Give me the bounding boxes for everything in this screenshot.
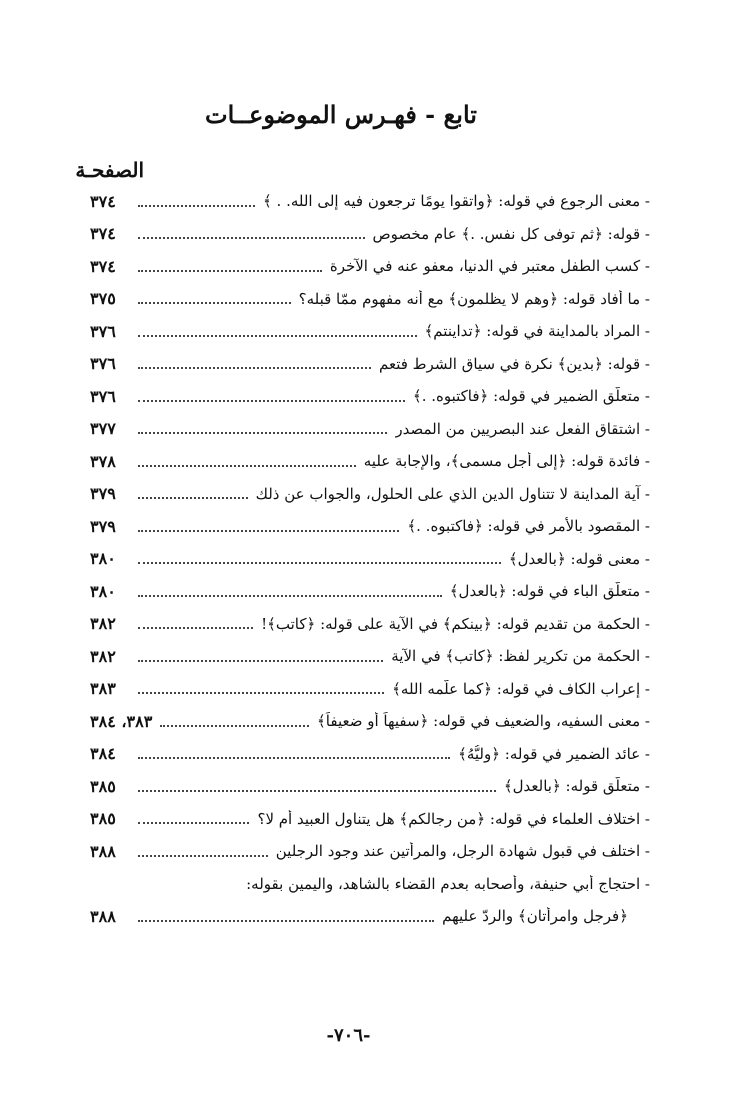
leader-dots <box>138 529 399 532</box>
index-entry <box>90 673 650 706</box>
leader-dots <box>138 919 434 922</box>
index-entry <box>90 283 650 316</box>
leader-dots <box>138 334 417 337</box>
leader-dots <box>138 821 249 824</box>
index-entry <box>90 250 650 283</box>
index-entry <box>90 218 650 251</box>
entry-page-number: ٣٨٢ <box>90 614 116 634</box>
entry-page-number: ٣٨٣ <box>90 679 116 699</box>
entry-text: - آية المداينة لا تتناول الدين الذي على الحلول، والجواب عن ذلك <box>255 484 650 503</box>
index-entry <box>90 575 650 608</box>
entry-page-number: ٣٧٤ <box>90 256 116 276</box>
index-entry <box>90 413 650 446</box>
leader-dots <box>138 301 291 304</box>
index-entry <box>90 608 650 641</box>
leader-dots <box>138 236 365 239</box>
entry-page-number: ٣٨٠ <box>90 581 116 601</box>
index-entry <box>90 640 650 673</box>
entry-text: - اشتقاق الفعل عند البصريين من المصدر <box>395 419 650 438</box>
index-entry <box>90 738 650 771</box>
index-entry <box>90 510 650 543</box>
entry-page-number: ٣٧٩ <box>90 516 116 536</box>
entry-page-number: ٣٨٥ <box>90 809 116 829</box>
entry-page-number: ٣٨٠ <box>90 549 116 569</box>
entry-text: - معنى قوله: ﴿بالعدل﴾ <box>508 549 650 568</box>
entry-text: - ما أفاد قوله: ﴿وهم لا يظلمون﴾ مع أنه مفهوم ممّا قبله؟ <box>298 289 650 308</box>
leader-dots <box>138 366 371 369</box>
entry-page-number: ٣٧٧ <box>90 419 116 439</box>
leader-dots <box>138 269 322 272</box>
index-entry <box>90 478 650 511</box>
entry-page-number: ٣٧٥ <box>90 289 116 309</box>
entry-text: - متعلّق قوله: ﴿بالعدل﴾ <box>503 777 650 796</box>
index-entry <box>90 705 650 738</box>
entry-text: - فائدة قوله: ﴿إلى أجل مسمى﴾، والإجابة عليه <box>363 452 650 471</box>
entry-text: - إعراب الكاف في قوله: ﴿كما علّمه الله﴾ <box>392 679 650 698</box>
entry-text: - قوله: ﴿ثم توفى كل نفس. .﴾ عام مخصوص <box>372 224 650 243</box>
entry-page-number: ٣٧٩ <box>90 484 116 504</box>
index-entry <box>90 348 650 381</box>
entry-text: - احتجاج أبي حنيفة، وأصحابه بعدم القضاء بالشاهد، واليمين بقوله: <box>246 874 650 893</box>
entry-text: - المقصود بالأمر في قوله: ﴿فاكتبوه. .﴾ <box>407 517 650 536</box>
leader-dots <box>138 431 387 434</box>
index-entry <box>90 543 650 576</box>
entry-page-number: ٣٨٢ <box>90 646 116 666</box>
entry-page-number: ٣٨٤ <box>90 744 116 764</box>
index-entry <box>90 380 650 413</box>
leader-dots <box>138 464 356 467</box>
entry-text: - قوله: ﴿بدين﴾ نكرة في سياق الشرط فتعم <box>378 354 650 373</box>
entry-page-number: ٣٨٨ <box>90 906 116 926</box>
leader-dots <box>160 724 309 727</box>
entry-page-number: ٣٨٥ <box>90 776 116 796</box>
entry-text: ﴿فرجل وامرأتان﴾ والردّ عليهم <box>442 907 628 926</box>
entry-page-number: ٣٧٦ <box>90 386 116 406</box>
leader-dots <box>138 204 255 207</box>
entry-text: - متعلّق الباء في قوله: ﴿بالعدل﴾ <box>449 582 650 601</box>
entry-text: - الحكمة من تقديم قوله: ﴿بينكم﴾ في الآية على قوله: ﴿كاتب﴾! <box>261 614 650 633</box>
leader-dots <box>138 789 496 792</box>
entry-text: - اختلاف العلماء في قوله: ﴿من رجالكم﴾ هل يتناول العبيد أم لا؟ <box>257 809 650 828</box>
index-entry <box>90 445 650 478</box>
index-entry <box>90 900 650 933</box>
leader-dots <box>138 399 405 402</box>
entry-text: - اختلف في قبول شهادة الرجل، والمرأتين عند وجود الرجلين <box>275 842 650 861</box>
index-entry <box>90 315 650 348</box>
entry-page-number: ٣٧٦ <box>90 321 116 341</box>
entry-text: - عائد الضمير في قوله: ﴿وليُّهُ﴾ <box>458 744 650 763</box>
entry-text: - الحكمة من تكرير لفظ: ﴿كاتب﴾ في الآية <box>391 647 650 666</box>
index-entry <box>90 868 650 901</box>
entry-page-number: ٣٧٤ <box>90 191 116 211</box>
index-entry <box>90 835 650 868</box>
entry-text: - كسب الطفل معتبر في الدنيا، معفو عنه في الآخرة <box>329 257 650 276</box>
leader-dots <box>138 691 384 694</box>
page-column-header: الصفحـة <box>75 158 144 182</box>
entry-page-number: ٣٧٦ <box>90 354 116 374</box>
leader-dots <box>138 496 248 499</box>
leader-dots <box>138 659 383 662</box>
leader-dots <box>138 854 268 857</box>
index-entries <box>90 185 650 933</box>
index-entry <box>90 770 650 803</box>
entry-page-number: ٣٧٨ <box>90 451 116 471</box>
leader-dots <box>138 626 253 629</box>
leader-dots <box>138 594 442 597</box>
index-entry <box>90 185 650 218</box>
entry-page-number: ٣٧٤ <box>90 224 116 244</box>
index-entry <box>90 803 650 836</box>
entry-text: - المراد بالمداينة في قوله: ﴿تداينتم﴾ <box>424 322 650 341</box>
entry-text: - معنى السفيه، والضعيف في قوله: ﴿سفيهاً أو ضعيفاً﴾ <box>317 712 650 731</box>
entry-page-number: ٣٨٣، ٣٨٤ <box>90 711 153 731</box>
entry-text: - معنى الرجوع في قوله: ﴿واتقوا يومًا ترجعون فيه إلى الله. . ﴾ <box>262 192 650 211</box>
entry-page-number: ٣٨٨ <box>90 841 116 861</box>
leader-dots <box>138 561 501 564</box>
page-number-footer: -٧٠٦- <box>326 1025 371 1046</box>
leader-dots <box>138 756 450 759</box>
entry-text: - متعلّق الضمير في قوله: ﴿فاكتبوه. .﴾ <box>412 387 650 406</box>
page-title: تابع - فهـرس الموضوعــات <box>205 100 477 129</box>
